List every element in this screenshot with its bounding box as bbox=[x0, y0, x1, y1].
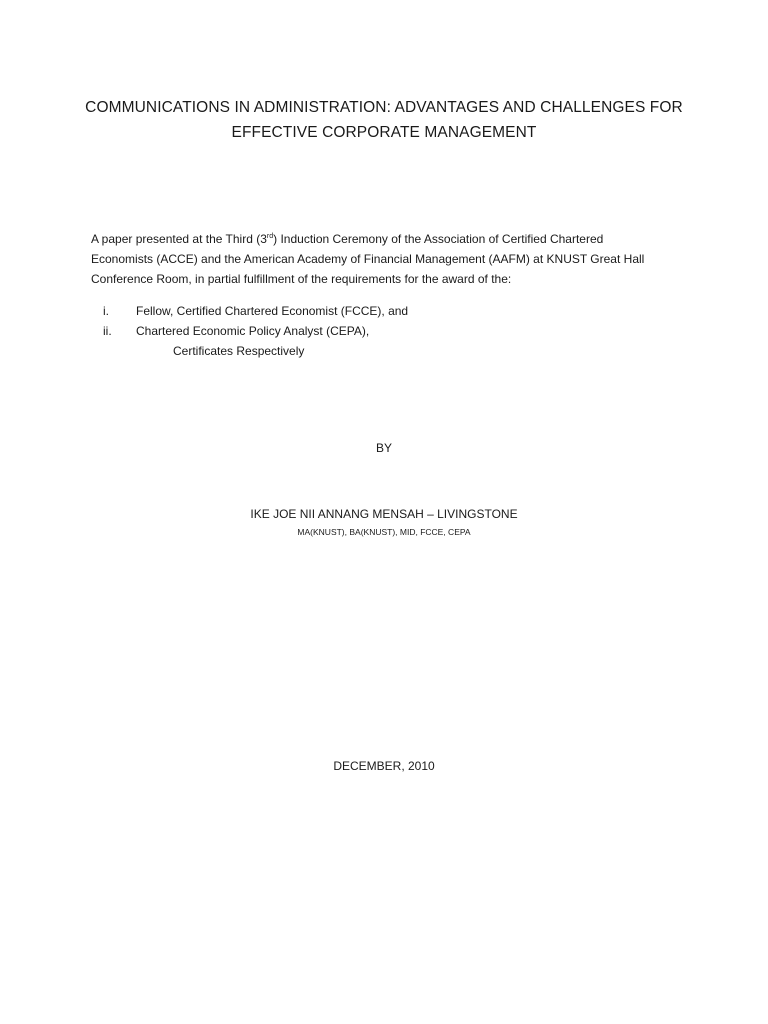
awards-list bbox=[91, 301, 691, 358]
list-item-number: i. bbox=[103, 304, 109, 318]
intro-paragraph bbox=[91, 229, 691, 289]
list-item bbox=[91, 301, 691, 321]
by-label: BY bbox=[375, 441, 392, 455]
title-line-2: EFFECTIVE CORPORATE MANAGEMENT bbox=[231, 124, 537, 141]
ordinal-superscript: rd bbox=[266, 233, 274, 240]
title-line-1: COMMUNICATIONS IN ADMINISTRATION: ADVANTAGES AND CHALLENGES FOR bbox=[85, 99, 683, 116]
document-title bbox=[60, 95, 708, 145]
intro-line-3: Conference Room, in partial fulfillment of the requirements for the award of the: bbox=[91, 272, 512, 286]
awards-suffix: Certificates Respectively bbox=[173, 344, 305, 358]
document-date: DECEMBER, 2010 bbox=[333, 759, 435, 773]
list-item-number: ii. bbox=[103, 324, 112, 338]
intro-line-1 bbox=[91, 229, 691, 249]
list-item-text: Chartered Economic Policy Analyst (CEPA), bbox=[136, 324, 370, 338]
list-item bbox=[91, 321, 691, 341]
list-item-text: Fellow, Certified Chartered Economist (FCCE), and bbox=[136, 304, 409, 318]
intro-line-1-start: A paper presented at the Third (3 bbox=[91, 232, 267, 246]
intro-line-1-end: ) Induction Ceremony of the Association of Certified Chartered bbox=[273, 232, 604, 246]
author-name: IKE JOE NII ANNANG MENSAH – LIVINGSTONE bbox=[250, 507, 518, 521]
intro-line-2: Economists (ACCE) and the American Academy of Financial Management (AAFM) at KNUST Great Hall bbox=[91, 252, 645, 266]
author-credentials: MA(KNUST), BA(KNUST), MID, FCCE, CEPA bbox=[297, 527, 471, 537]
